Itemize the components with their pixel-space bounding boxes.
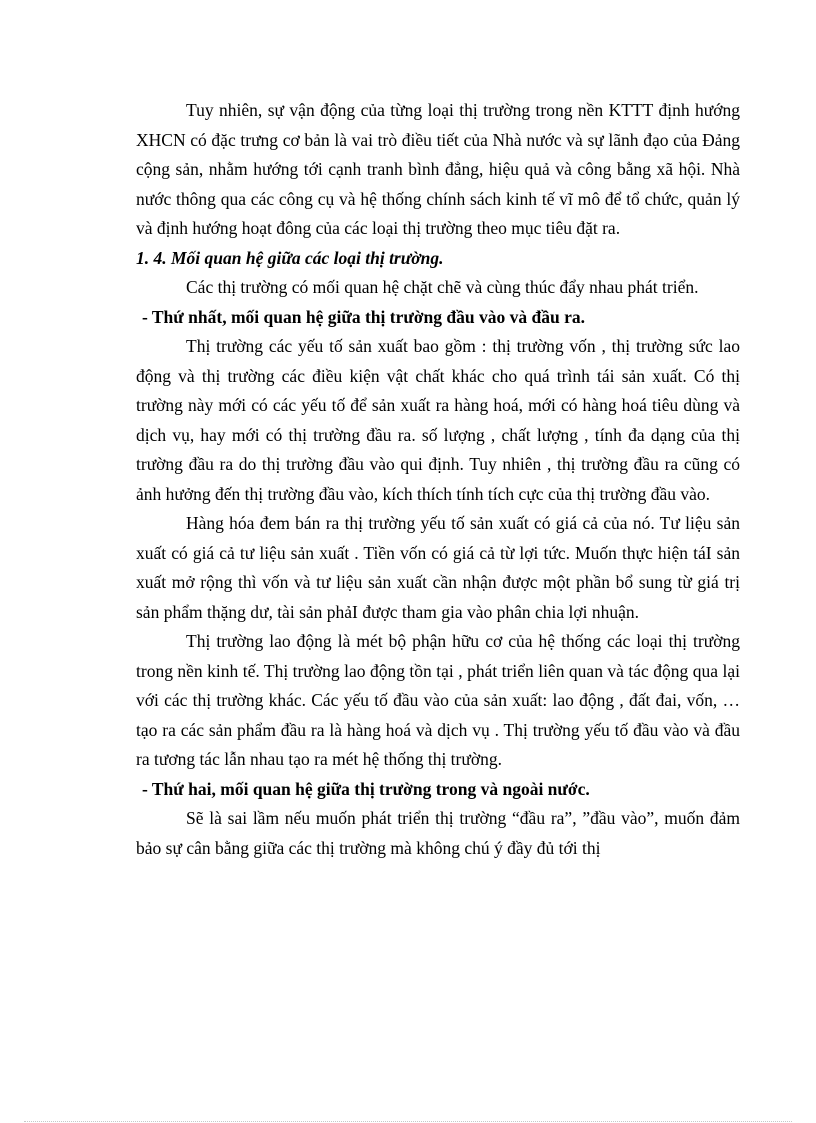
subheading-input-output: - Thứ nhất, mối quan hệ giữa thị trường đầu vào và đầu ra.: [142, 306, 585, 327]
paragraph-balance-warning: Sẽ là sai lầm nếu muốn phát triển thị trường “đầu ra”, ”đầu vào”, muốn đảm bảo sự cân bằng giữa các thị trường mà không chú ý đầy đủ tới thị: [136, 808, 740, 858]
document-page: [136, 96, 740, 863]
section-heading: 1. 4. Mối quan hệ giữa các loại thị trường.: [136, 247, 444, 268]
page-bottom-divider: [24, 1121, 792, 1122]
paragraph-goods-prices: Hàng hóa đem bán ra thị trường yếu tố sản xuất có giá cả của nó. Tư liệu sản xuất có giá cả tư liệu sản xuất . Tiền vốn có giá cả từ lợi tức. Muốn thực hiện táI sản xuất mở rộng thì vốn và tư liệu sản xuất cần nhận được một phần bổ sung từ giá trị sản phẩm thặng dư, tài sản phảI được tham gia vào phân chia lợi nhuận.: [136, 513, 740, 622]
paragraph-labor-market: Thị trường lao động là mét bộ phận hữu cơ của hệ thống các loại thị trường trong nền kinh tế. Thị trường lao động tồn tại , phát triển liên quan và tác động qua lại với các thị trường khác. Các yếu tố đầu vào của sản xuất: lao động , đất đai, vốn, …tạo ra các sản phẩm đầu ra là hàng hoá và dịch vụ . Thị trường yếu tố đầu vào và đầu ra tương tác lẫn nhau tạo ra mét hệ thống thị trường.: [136, 631, 740, 769]
subheading-domestic-foreign: - Thứ hai, mối quan hệ giữa thị trường trong và ngoài nước.: [142, 778, 590, 799]
paragraph-state-regulation: Tuy nhiên, sự vận động của từng loại thị trường trong nền KTTT định hướng XHCN có đặc trưng cơ bản là vai trò điều tiết của Nhà nước và sự lãnh đạo của Đảng cộng sản, nhằm hướng tới cạnh tranh bình đẳng, hiệu quả và công bằng xã hội. Nhà nước thông qua các công cụ và hệ thống chính sách kinh tế vĩ mô để tổ chức, quản lý và định hướng hoạt đông của các loại thị trường theo mục tiêu đặt ra.: [136, 100, 740, 238]
paragraph-intro-relationship: Các thị trường có mối quan hệ chặt chẽ và cùng thúc đẩy nhau phát triển.: [186, 277, 699, 297]
paragraph-production-factors: Thị trường các yếu tố sản xuất bao gồm : thị trường vốn , thị trường sức lao động và thị trường các điều kiện vật chất khác cho quá trình tái sản xuất. Có thị trường này mới có các yếu tố để sản xuất ra hàng hoá, mới có hàng hoá tiêu dùng và dịch vụ, hay mới có thị trường đầu ra. số lượng , chất lượng , tính đa dạng của thị trường đầu ra do thị trường đầu vào qui định. Tuy nhiên , thị trường đầu ra cũng có ảnh hưởng đến thị trường đầu vào, kích thích tính tích cực của thị trường đầu vào.: [136, 336, 740, 504]
